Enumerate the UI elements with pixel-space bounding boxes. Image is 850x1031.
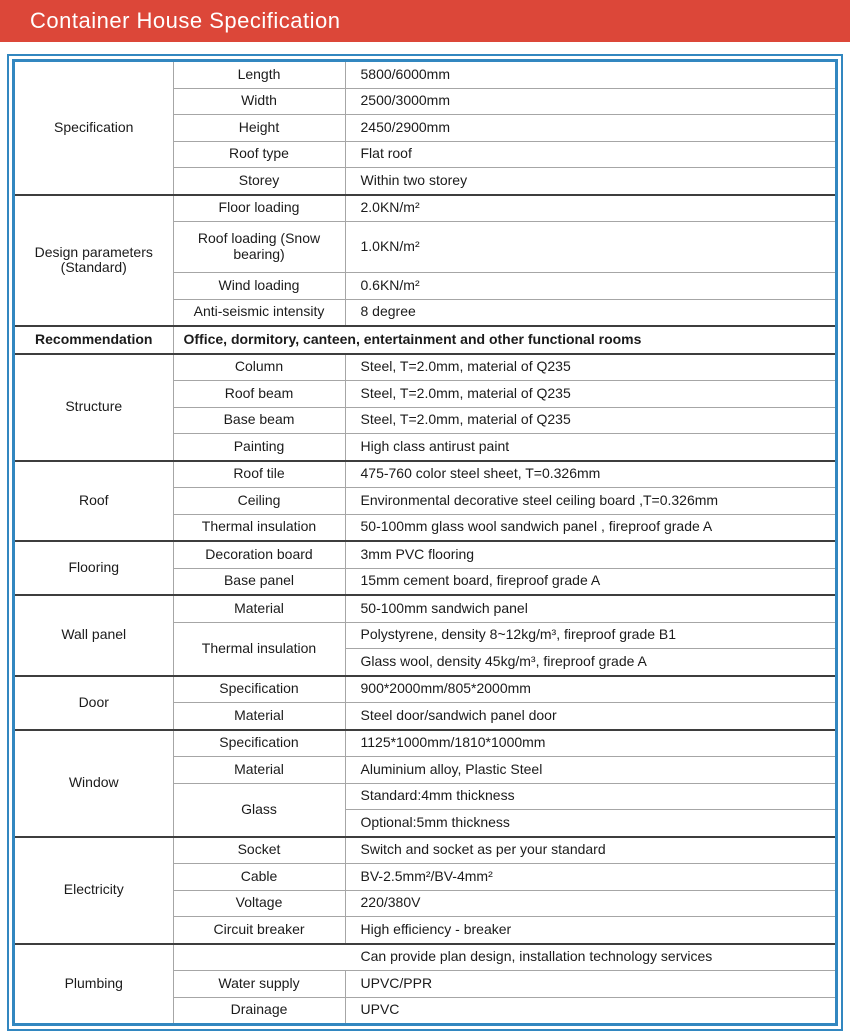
- table-row: [15, 676, 835, 703]
- attribute-cell: Decoration board: [173, 541, 345, 568]
- attribute-cell: Socket: [173, 837, 345, 864]
- category-cell: Flooring: [15, 541, 173, 595]
- value-cell: Steel, T=2.0mm, material of Q235: [345, 381, 835, 408]
- category-cell: Door: [15, 676, 173, 730]
- attribute-cell: Specification: [173, 730, 345, 757]
- attribute-cell: Roof tile: [173, 461, 345, 488]
- value-cell: Aluminium alloy, Plastic Steel: [345, 757, 835, 784]
- category-cell: Specification: [15, 62, 173, 195]
- value-cell: 15mm cement board, fireproof grade A: [345, 568, 835, 595]
- attribute-cell: Thermal insulation: [173, 514, 345, 541]
- attribute-cell: Material: [173, 757, 345, 784]
- attribute-cell: Storey: [173, 168, 345, 195]
- attribute-cell: Material: [173, 703, 345, 730]
- value-cell: BV-2.5mm²/BV-4mm²: [345, 864, 835, 891]
- value-cell: High efficiency - breaker: [345, 917, 835, 944]
- spec-table: [15, 62, 835, 1023]
- attribute-cell: Width: [173, 88, 345, 115]
- value-cell: Polystyrene, density 8~12kg/m³, fireproof grade B1: [345, 622, 835, 649]
- value-cell: Steel, T=2.0mm, material of Q235: [345, 354, 835, 381]
- table-row: [15, 62, 835, 88]
- value-cell: UPVC: [345, 997, 835, 1023]
- table-row: [15, 541, 835, 568]
- table-row: [15, 944, 835, 971]
- value-cell: 50-100mm sandwich panel: [345, 595, 835, 622]
- value-cell: 0.6KN/m²: [345, 273, 835, 300]
- value-cell: 2500/3000mm: [345, 88, 835, 115]
- attribute-cell: Thermal insulation: [173, 622, 345, 676]
- attribute-cell: Height: [173, 115, 345, 142]
- table-row: [15, 730, 835, 757]
- attribute-cell: Wind loading: [173, 273, 345, 300]
- attribute-cell: Base beam: [173, 407, 345, 434]
- category-cell: Roof: [15, 461, 173, 542]
- attribute-cell: Cable: [173, 864, 345, 891]
- value-cell: 1125*1000mm/1810*1000mm: [345, 730, 835, 757]
- attribute-cell: Circuit breaker: [173, 917, 345, 944]
- value-cell: Steel, T=2.0mm, material of Q235: [345, 407, 835, 434]
- attribute-cell: Column: [173, 354, 345, 381]
- value-cell: Glass wool, density 45kg/m³, fireproof grade A: [345, 649, 835, 676]
- table-row: [15, 326, 835, 354]
- attribute-cell: Roof beam: [173, 381, 345, 408]
- value-cell: High class antirust paint: [345, 434, 835, 461]
- table-row: [15, 837, 835, 864]
- attribute-cell: Roof type: [173, 141, 345, 168]
- value-cell: 2.0KN/m²: [345, 195, 835, 222]
- value-cell: Environmental decorative steel ceiling board ,T=0.326mm: [345, 488, 835, 515]
- category-cell: Window: [15, 730, 173, 837]
- attribute-cell: Water supply: [173, 971, 345, 998]
- value-cell: 5800/6000mm: [345, 62, 835, 88]
- category-cell: Plumbing: [15, 944, 173, 1024]
- attribute-cell: Length: [173, 62, 345, 88]
- value-cell: Optional:5mm thickness: [345, 810, 835, 837]
- value-cell: 220/380V: [345, 890, 835, 917]
- category-cell: Recommendation: [15, 326, 173, 354]
- attribute-cell: Roof loading (Snow bearing): [173, 222, 345, 273]
- table-row: [15, 354, 835, 381]
- spec-table-inner-border: [12, 59, 838, 1026]
- attribute-cell: Material: [173, 595, 345, 622]
- category-cell: Electricity: [15, 837, 173, 944]
- value-cell: 2450/2900mm: [345, 115, 835, 142]
- attribute-cell: Ceiling: [173, 488, 345, 515]
- value-cell: 1.0KN/m²: [345, 222, 835, 273]
- attribute-cell: Glass: [173, 783, 345, 837]
- attribute-cell: Base panel: [173, 568, 345, 595]
- attribute-cell: Voltage: [173, 890, 345, 917]
- value-cell: Flat roof: [345, 141, 835, 168]
- value-cell: Switch and socket as per your standard: [345, 837, 835, 864]
- title-bar: [0, 0, 850, 42]
- category-cell: Wall panel: [15, 595, 173, 676]
- table-row: [15, 195, 835, 222]
- value-cell: Steel door/sandwich panel door: [345, 703, 835, 730]
- value-cell: 900*2000mm/805*2000mm: [345, 676, 835, 703]
- value-cell: UPVC/PPR: [345, 971, 835, 998]
- attribute-cell: Specification: [173, 676, 345, 703]
- value-cell: 475-760 color steel sheet, T=0.326mm: [345, 461, 835, 488]
- value-cell: 50-100mm glass wool sandwich panel , fireproof grade A: [345, 514, 835, 541]
- value-cell: Standard:4mm thickness: [345, 783, 835, 810]
- category-cell: Design parameters (Standard): [15, 195, 173, 327]
- value-cell: 3mm PVC flooring: [345, 541, 835, 568]
- value-cell: 8 degree: [345, 299, 835, 326]
- attribute-cell: Drainage: [173, 997, 345, 1023]
- table-row: [15, 595, 835, 622]
- value-cell: Within two storey: [345, 168, 835, 195]
- category-cell: Structure: [15, 354, 173, 461]
- page-title: Container House Specification: [30, 8, 341, 33]
- attribute-cell: Anti-seismic intensity: [173, 299, 345, 326]
- value-cell: Office, dormitory, canteen, entertainment and other functional rooms: [173, 326, 835, 354]
- attribute-cell: Floor loading: [173, 195, 345, 222]
- value-cell: Can provide plan design, installation technology services: [173, 944, 835, 971]
- attribute-cell: Painting: [173, 434, 345, 461]
- table-row: [15, 461, 835, 488]
- spec-table-outer-border: [7, 54, 843, 1031]
